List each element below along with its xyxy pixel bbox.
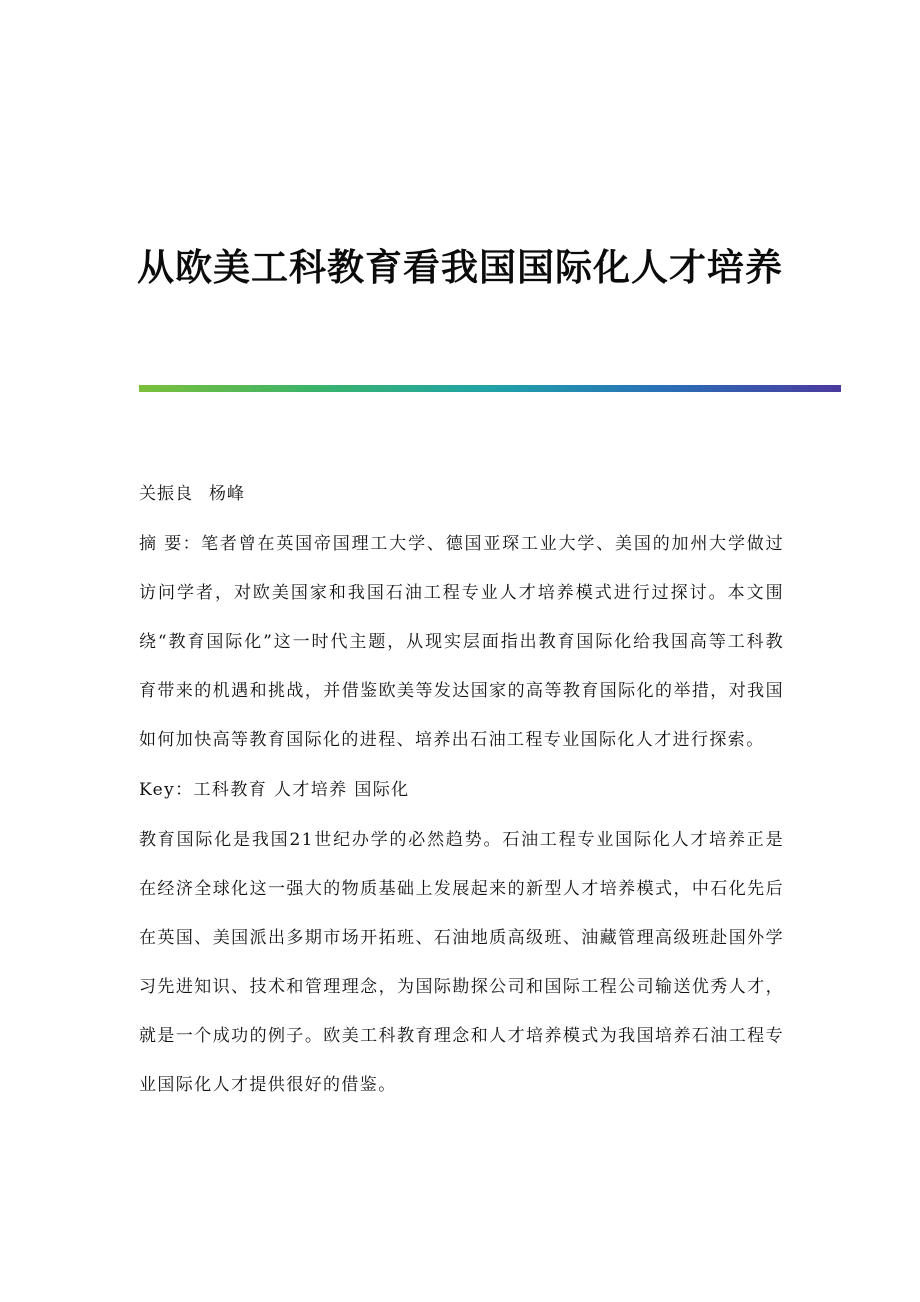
title-divider (139, 385, 841, 392)
keyword: 国际化 (354, 780, 410, 800)
document-body (139, 470, 784, 1110)
abstract-paragraph (139, 520, 784, 765)
author-name: 杨峰 (209, 484, 245, 504)
keyword: 工科教育 (193, 780, 268, 800)
keywords-label: Key： (139, 780, 194, 800)
abstract-label: 摘 要： (139, 534, 202, 554)
body-paragraph: 教育国际化是我国21世纪办学的必然趋势。石油工程专业国际化人才培养正是在经济全球化这一强大的物质基础上发展起来的新型人才培养模式，中石化先后在英国、美国派出多期市场开拓班、石油地质高级班、油藏管理高级班赴国外学习先进知识、技术和管理理念，为国际勘探公司和国际工程公司输送优秀人才，就是一个成功的例子。欧美工科教育理念和人才培养模式为我国培养石油工程专业国际化人才提供很好的借鉴。 (139, 830, 784, 1095)
author-name: 关振良 (139, 484, 193, 504)
author-line (139, 470, 784, 519)
document-title: 从欧美工科教育看我国国际化人才培养 (137, 244, 783, 289)
abstract-text: 笔者曾在英国帝国理工大学、德国亚琛工业大学、美国的加州大学做过访问学者，对欧美国家和我国石油工程专业人才培养模式进行过探讨。本文围绕“教育国际化”这一时代主题，从现实层面指出教育国际化给我国高等工科教育带来的机遇和挑战，并借鉴欧美等发达国家的高等教育国际化的举措，对我国如何加快高等教育国际化的进程、培养出石油工程专业国际化人才进行探索。 (139, 534, 784, 750)
keywords-line (139, 766, 784, 815)
keyword: 人才培养 (273, 780, 348, 800)
